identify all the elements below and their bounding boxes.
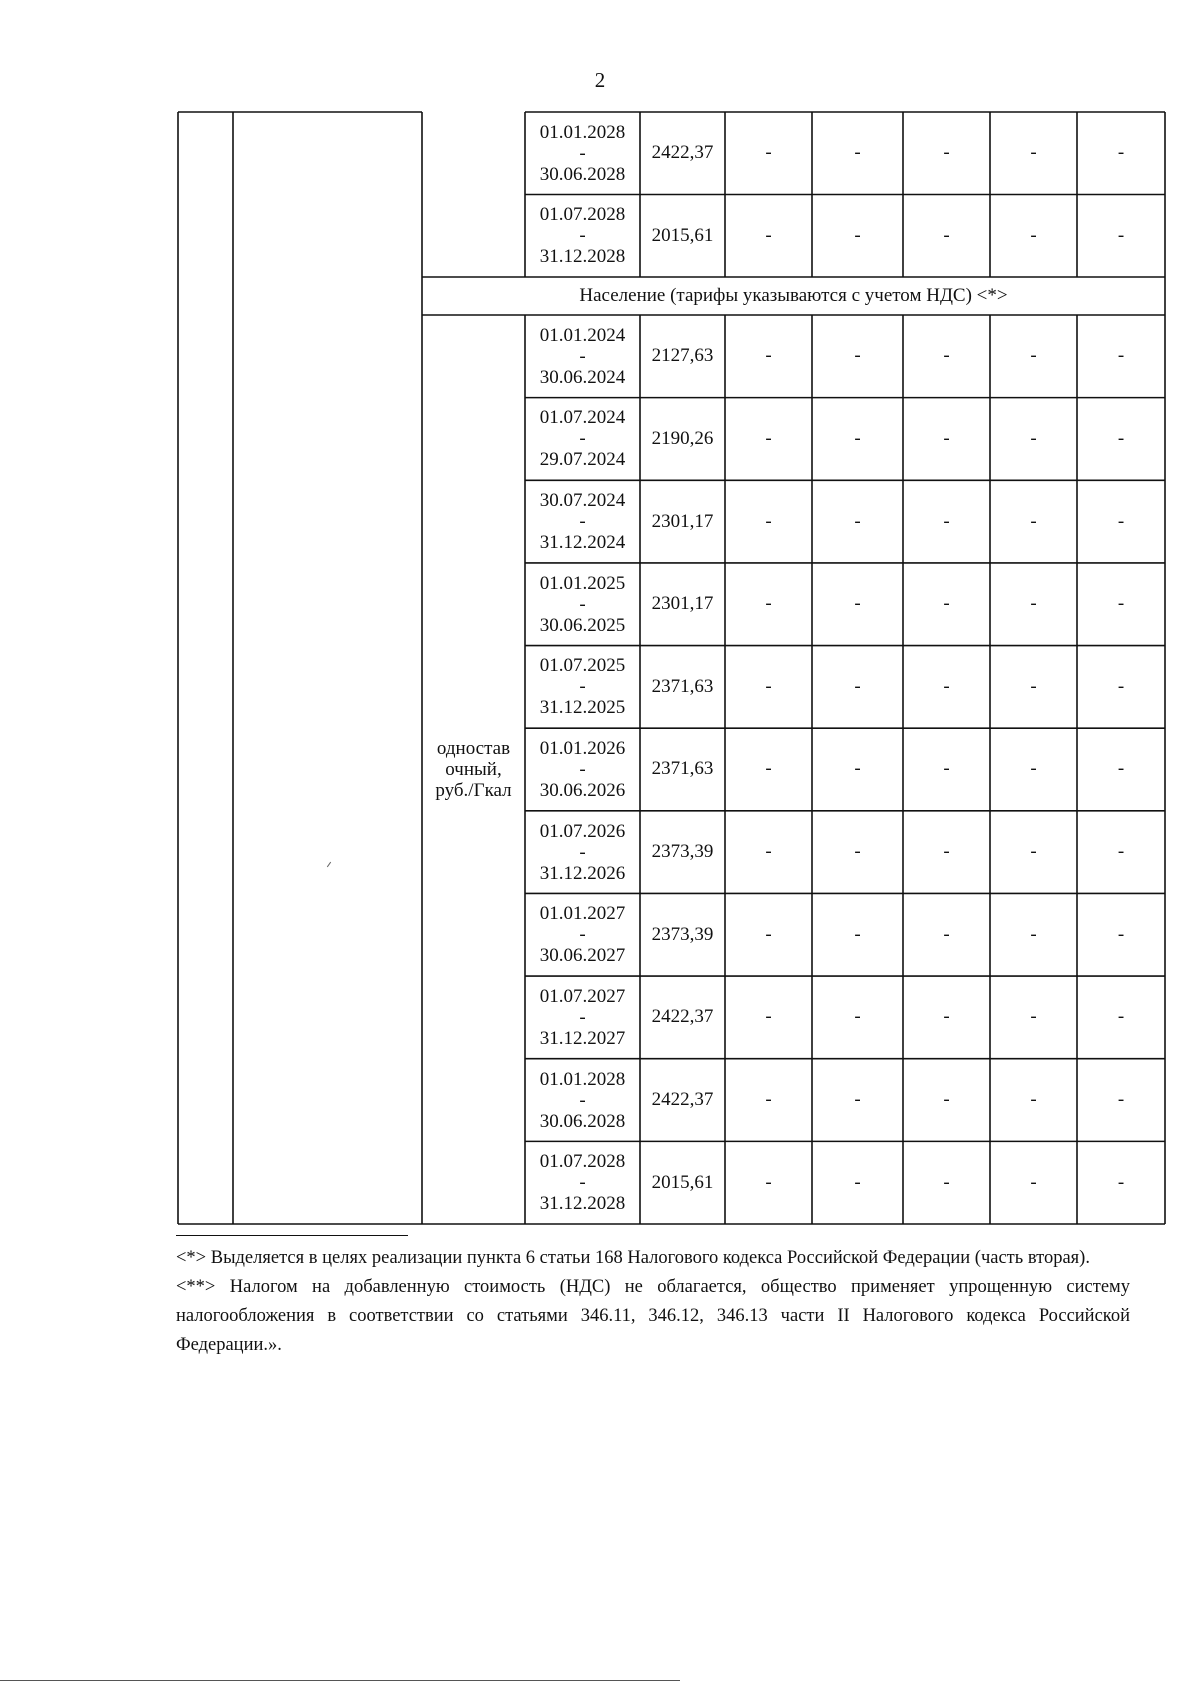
period-to: 31.12.2025 (539, 697, 626, 719)
tariff-type-label (422, 315, 525, 1224)
dash-cell: - (1030, 345, 1037, 367)
tariff-value: 2301,17 (651, 593, 714, 615)
period-cell (525, 646, 640, 729)
period-cell (525, 398, 640, 481)
dash-cell: - (765, 1006, 772, 1028)
dash-cell: - (1117, 593, 1125, 615)
period-from: 01.07.2025 (539, 655, 626, 677)
dash-cell: - (765, 142, 772, 164)
dash-cell: - (765, 675, 772, 697)
dash-cell: - (943, 510, 950, 532)
dash-cell: - (1030, 224, 1037, 246)
tariff-value: 2015,61 (651, 224, 714, 246)
dash-cell: - (1117, 758, 1125, 780)
period-cell (525, 112, 640, 195)
tariff-value: 2422,37 (651, 1089, 714, 1111)
dash-cell: - (765, 224, 772, 246)
dash-cell: - (1030, 675, 1037, 697)
dash-cell: - (1117, 427, 1125, 449)
dash-cell: - (943, 758, 950, 780)
dash-cell: - (1030, 142, 1037, 164)
dash-cell: - (943, 142, 950, 164)
dash-cell: - (943, 675, 950, 697)
period-from: 01.01.2027 (539, 903, 626, 925)
dash-cell: - (1117, 1171, 1125, 1193)
tariff-value: 2301,17 (651, 510, 714, 532)
period-from: 01.07.2028 (539, 1151, 626, 1173)
period-from: 01.01.2028 (539, 1068, 626, 1090)
period-to: 30.06.2027 (539, 945, 626, 967)
dash-cell: - (1030, 758, 1037, 780)
dash-cell: - (765, 758, 772, 780)
period-separator: - (579, 924, 586, 946)
footnote-1: <*> Выделяется в целях реализации пункта 6 статьи 168 Налогового кодекса Российской Федерации (часть вторая). (176, 1248, 1090, 1268)
period-cell (525, 976, 640, 1059)
period-to: 29.07.2024 (539, 449, 626, 471)
dash-cell: - (1030, 510, 1037, 532)
period-separator: - (579, 1172, 586, 1194)
period-cell (525, 195, 640, 278)
dash-cell: - (943, 345, 950, 367)
dash-cell: - (854, 427, 861, 449)
period-from: 01.07.2026 (539, 820, 626, 842)
period-separator: - (579, 758, 586, 780)
tariff-value: 2422,37 (651, 1006, 714, 1028)
dash-cell: - (1117, 675, 1125, 697)
period-cell (525, 1141, 640, 1224)
dash-cell: - (943, 1006, 950, 1028)
period-from: 01.01.2028 (539, 121, 626, 143)
period-separator: - (579, 142, 586, 164)
tariff-type-line: руб./Гкал (435, 780, 512, 801)
footnote-divider (176, 1235, 408, 1236)
dash-cell: - (854, 841, 861, 863)
bottom-scan-edge (0, 1680, 680, 1681)
dash-cell: - (1117, 345, 1125, 367)
dash-cell: - (765, 593, 772, 615)
dash-cell: - (854, 758, 861, 780)
period-cell (525, 563, 640, 646)
period-separator: - (579, 225, 586, 247)
tariff-type-line: одностав (436, 738, 511, 759)
tariff-value: 2190,26 (651, 427, 714, 449)
tariff-value: 2371,63 (651, 675, 714, 697)
scan-artifact (327, 862, 331, 867)
dash-cell: - (943, 841, 950, 863)
dash-cell: - (1030, 1006, 1037, 1028)
period-separator: - (579, 511, 586, 533)
dash-cell: - (765, 841, 772, 863)
period-to: 31.12.2026 (539, 862, 626, 884)
period-from: 01.01.2024 (539, 324, 626, 346)
dash-cell: - (854, 1171, 861, 1193)
period-from: 01.07.2027 (539, 985, 626, 1007)
dash-cell: - (854, 224, 861, 246)
dash-cell: - (854, 142, 861, 164)
dash-cell: - (1030, 1089, 1037, 1111)
dash-cell: - (1117, 1006, 1125, 1028)
tariff-value: 2015,61 (651, 1171, 714, 1193)
dash-cell: - (1030, 593, 1037, 615)
period-separator: - (579, 345, 586, 367)
tariff-value: 2371,63 (651, 758, 714, 780)
period-separator: - (579, 593, 586, 615)
tariff-value: 2373,39 (651, 923, 714, 945)
period-from: 01.07.2028 (539, 204, 626, 226)
dash-cell: - (1117, 1089, 1125, 1111)
tariff-value: 2422,37 (651, 142, 714, 164)
period-to: 31.12.2027 (539, 1027, 626, 1049)
period-separator: - (579, 841, 586, 863)
period-from: 01.01.2026 (539, 737, 626, 759)
period-cell (525, 480, 640, 563)
period-to: 30.06.2028 (539, 163, 626, 185)
period-cell (525, 1059, 640, 1142)
dash-cell: - (1030, 841, 1037, 863)
dash-cell: - (765, 923, 772, 945)
dash-cell: - (854, 345, 861, 367)
period-to: 31.12.2028 (539, 246, 626, 268)
tariff-value: 2373,39 (651, 841, 714, 863)
period-cell (525, 315, 640, 398)
dash-cell: - (1117, 510, 1125, 532)
page-number: 2 (594, 68, 606, 92)
period-separator: - (579, 676, 586, 698)
period-from: 30.07.2024 (539, 490, 626, 512)
period-from: 01.01.2025 (539, 572, 626, 594)
dash-cell: - (1030, 923, 1037, 945)
period-to: 31.12.2024 (539, 532, 626, 554)
tariff-value: 2127,63 (651, 345, 714, 367)
period-cell (525, 893, 640, 976)
dash-cell: - (943, 923, 950, 945)
dash-cell: - (943, 427, 950, 449)
period-to: 30.06.2028 (539, 1110, 626, 1132)
period-to: 30.06.2024 (539, 366, 626, 388)
dash-cell: - (1030, 1171, 1037, 1193)
dash-cell: - (765, 1171, 772, 1193)
tariff-type-line: очный, (445, 759, 502, 780)
dash-cell: - (943, 1089, 950, 1111)
dash-cell: - (765, 427, 772, 449)
dash-cell: - (1117, 841, 1125, 863)
dash-cell: - (854, 510, 861, 532)
dash-cell: - (854, 1006, 861, 1028)
period-cell (525, 811, 640, 894)
period-cell (525, 728, 640, 811)
period-separator: - (579, 428, 586, 450)
dash-cell: - (943, 593, 950, 615)
dash-cell: - (1117, 142, 1125, 164)
dash-cell: - (854, 923, 861, 945)
period-separator: - (579, 1089, 586, 1111)
dash-cell: - (854, 1089, 861, 1111)
period-separator: - (579, 1006, 586, 1028)
period-to: 30.06.2026 (539, 779, 626, 801)
dash-cell: - (943, 1171, 950, 1193)
dash-cell: - (854, 675, 861, 697)
dash-cell: - (854, 593, 861, 615)
dash-cell: - (943, 224, 950, 246)
dash-cell: - (765, 1089, 772, 1111)
section-title: Население (тарифы указываются с учетом НДС) <*> (579, 285, 1008, 306)
period-from: 01.07.2024 (539, 407, 626, 429)
period-to: 31.12.2028 (539, 1193, 626, 1215)
dash-cell: - (765, 510, 772, 532)
dash-cell: - (765, 345, 772, 367)
footnote-2: <**> Налогом на добавленную стоимость (НДС) не облагается, общество применяет упрощенную систему налогообложения в соответствии со статьями 346.11, 346.12, 346.13 части II Налогового кодекса Российской Федерации.». (176, 1277, 1130, 1355)
dash-cell: - (1117, 224, 1125, 246)
footnotes (176, 1244, 1130, 1360)
dash-cell: - (1117, 923, 1125, 945)
period-to: 30.06.2025 (539, 614, 626, 636)
dash-cell: - (1030, 427, 1037, 449)
